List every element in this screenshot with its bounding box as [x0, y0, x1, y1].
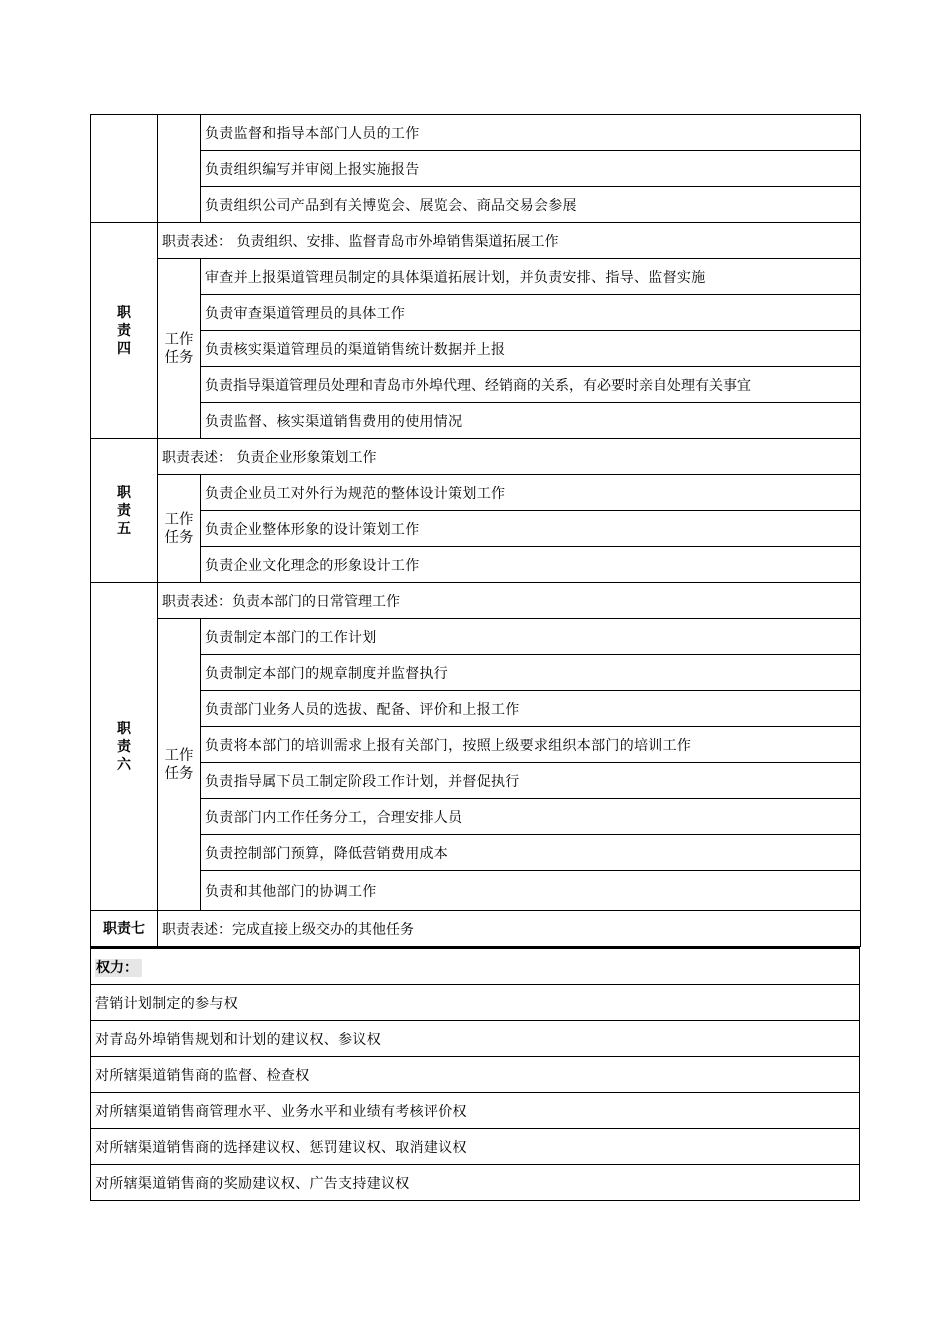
task-text: 审查并上报渠道管理员制定的具体渠道拓展计划，并负责安排、指导、监督实施: [201, 259, 861, 295]
powers-table: [90, 947, 860, 1201]
task-label-line: 任务: [164, 349, 194, 366]
power-text: 对所辖渠道销售商的奖励建议权、广告支持建议权: [91, 1165, 860, 1201]
task-text: 负责制定本部门的规章制度并监督执行: [201, 655, 861, 691]
section6-label: [91, 583, 158, 911]
section6-task-row: [91, 691, 861, 727]
section6-task-row: [91, 655, 861, 691]
section7-label: 职责七: [91, 911, 158, 947]
section3-task-row: [91, 151, 861, 187]
section6-task-row: [91, 835, 861, 871]
section3-task-label-cell: [158, 115, 201, 223]
task-text: 负责组织编写并审阅上报实施报告: [201, 151, 861, 187]
section6-task-row: [91, 871, 861, 911]
task-text: 负责企业员工对外行为规范的整体设计策划工作: [201, 475, 861, 511]
section6-task-row: [91, 619, 861, 655]
task-label-line: 任务: [164, 765, 194, 782]
label-char: 四: [117, 340, 131, 357]
section4-description: 职责表述： 负责组织、安排、监督青岛市外埠销售渠道拓展工作: [158, 223, 861, 259]
task-text: 负责指导属下员工制定阶段工作计划，并督促执行: [201, 763, 861, 799]
task-text: 负责组织公司产品到有关博览会、展览会、商品交易会参展: [201, 187, 861, 223]
section5-task-row: [91, 511, 861, 547]
section4-task-label: [158, 259, 201, 439]
task-text: 负责企业文化理念的形象设计工作: [201, 547, 861, 583]
task-text: 负责指导渠道管理员处理和青岛市外埠代理、经销商的关系，有必要时亲自处理有关事宜: [201, 367, 861, 403]
label-char: 责: [117, 322, 131, 339]
label-char: 职: [117, 304, 131, 321]
powers-heading: [91, 948, 860, 985]
power-text: 对青岛外埠销售规划和计划的建议权、参议权: [91, 1021, 860, 1057]
power-text: 对所辖渠道销售商的选择建议权、惩罚建议权、取消建议权: [91, 1129, 860, 1165]
power-text: 对所辖渠道销售商的监督、检查权: [91, 1057, 860, 1093]
power-row: [91, 1057, 860, 1093]
section4-description-row: [91, 223, 861, 259]
task-text: 负责将本部门的培训需求上报有关部门，按照上级要求组织本部门的培训工作: [201, 727, 861, 763]
task-text: 负责部门内工作任务分工，合理安排人员: [201, 799, 861, 835]
task-text: 负责制定本部门的工作计划: [201, 619, 861, 655]
power-text: 营销计划制定的参与权: [91, 985, 860, 1021]
section5-description: 职责表述： 负责企业形象策划工作: [158, 439, 861, 475]
label-char: 职: [117, 720, 131, 737]
task-text: 负责监督、核实渠道销售费用的使用情况: [201, 403, 861, 439]
section6-description: 职责表述：负责本部门的日常管理工作: [158, 583, 861, 619]
section5-label: [91, 439, 158, 583]
section4-task-row: [91, 331, 861, 367]
section5-description-row: [91, 439, 861, 475]
section4-label: [91, 223, 158, 439]
power-row: [91, 1165, 860, 1201]
label-char: 责: [117, 738, 131, 755]
section6-task-row: [91, 763, 861, 799]
power-text: 对所辖渠道销售商管理水平、业务水平和业绩有考核评价权: [91, 1093, 860, 1129]
section4-task-row: [91, 295, 861, 331]
task-label-line: 工作: [164, 747, 194, 764]
powers-heading-text: 权力：: [95, 959, 142, 977]
task-label-line: 工作: [164, 331, 194, 348]
label-char: 职: [117, 484, 131, 501]
section4-task-row: [91, 367, 861, 403]
label-char: 责: [117, 502, 131, 519]
section3-task-row: [91, 187, 861, 223]
section6-task-row: [91, 799, 861, 835]
section3-label-cell: [91, 115, 158, 223]
responsibility-sheet: [90, 114, 860, 1201]
task-text: 负责监督和指导本部门人员的工作: [201, 115, 861, 151]
task-text: 负责审查渠道管理员的具体工作: [201, 295, 861, 331]
section6-task-row: [91, 727, 861, 763]
section4-task-row: [91, 403, 861, 439]
power-row: [91, 1021, 860, 1057]
task-text: 负责核实渠道管理员的渠道销售统计数据并上报: [201, 331, 861, 367]
power-row: [91, 1129, 860, 1165]
section5-task-row: [91, 547, 861, 583]
power-row: [91, 985, 860, 1021]
label-char: 五: [117, 520, 131, 537]
section6-task-label: [158, 619, 201, 911]
responsibilities-table: [90, 114, 861, 947]
task-text: 负责部门业务人员的选拔、配备、评价和上报工作: [201, 691, 861, 727]
powers-heading-row: [91, 948, 860, 985]
task-label-line: 任务: [164, 529, 194, 546]
section6-description-row: [91, 583, 861, 619]
task-label-line: 工作: [164, 511, 194, 528]
section7-description: 职责表述：完成直接上级交办的其他任务: [158, 911, 861, 947]
section5-task-label: [158, 475, 201, 583]
section5-task-row: [91, 475, 861, 511]
section3-task-row: [91, 115, 861, 151]
power-row: [91, 1093, 860, 1129]
label-char: 六: [117, 756, 131, 773]
task-text: 负责和其他部门的协调工作: [201, 871, 861, 911]
section7-row: [91, 911, 861, 947]
task-text: 负责控制部门预算，降低营销费用成本: [201, 835, 861, 871]
section4-task-row: [91, 259, 861, 295]
task-text: 负责企业整体形象的设计策划工作: [201, 511, 861, 547]
